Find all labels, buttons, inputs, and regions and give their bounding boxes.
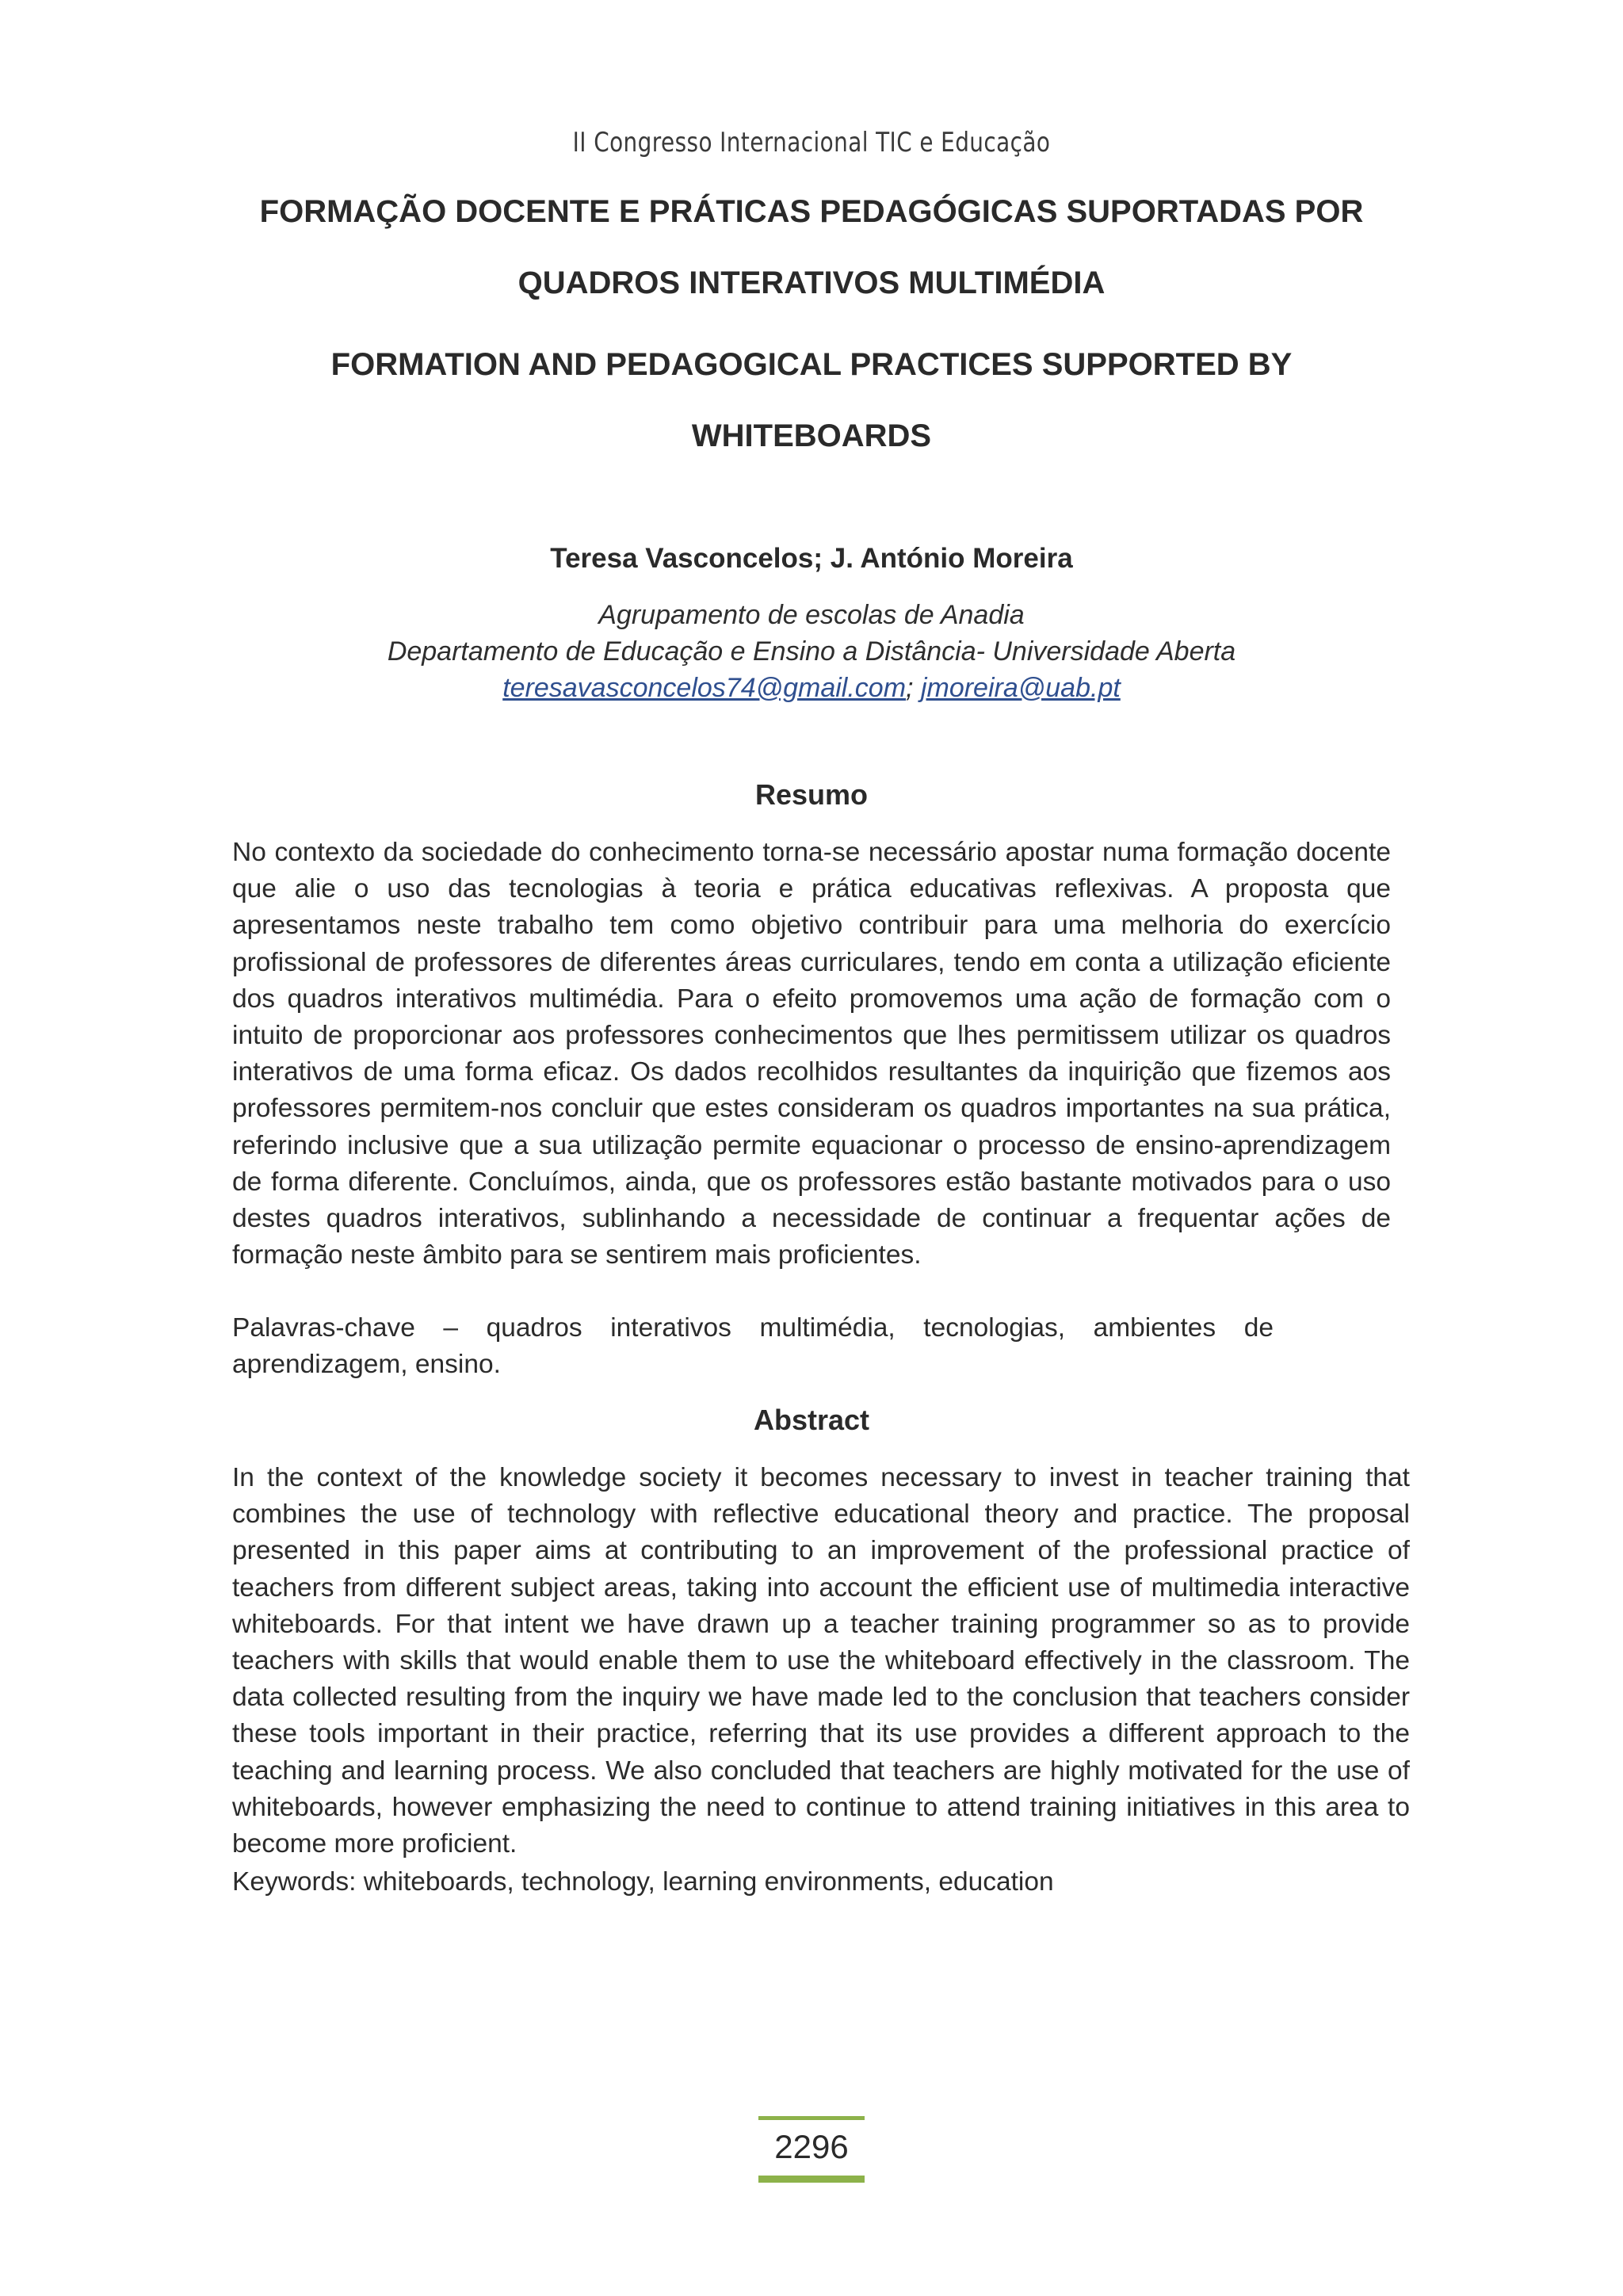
palavras-chave: Palavras-chave – quadros interativos multimédia, tecnologias, ambientes de aprendizagem, ensino. (232, 1313, 1274, 1380)
keywords: Keywords: whiteboards, technology, learning environments, education (232, 1867, 1054, 1897)
resumo-paragraph: No contexto da sociedade do conhecimento torna-se necessário apostar numa formação docente que alie o uso das tecnologias à teoria e prática educativas reflexivas. A proposta que apresentamos neste trabalho tem como objetivo contribuir para uma melhoria do exercício profissional de professores de diferentes áreas curriculares, tendo em conta a utilização eficiente dos quadros interativos multimédia. Para o efeito promovemos uma ação de formação com o intuito de proporcionar aos professores conhecimentos que lhes permitissem utilizar os quadros interativos de uma forma eficaz. Os dados recolhidos resultantes da inquirição que fizemos aos professores permitem-nos concluir que estes consideram os quadros importantes na sua prática, referindo inclusive que a sua utilização permite equacionar o processo de ensino-aprendizagem de forma diferente. Concluímos, ainda, que os professores estão bastante motivados para o uso destes quadros interativos, sublinhando a necessidade de continuar a frequentar ações de formação neste âmbito para se sentirem mais proficientes. (232, 838, 1391, 1270)
abstract-paragraph: In the context of the knowledge society it becomes necessary to invest in teacher training that combines the use of technology with reflective educational theory and practice. The proposal presented in this paper aims at contributing to an improvement of the professional practice of teachers from different subject areas, taking into account the efficient use of multimedia interactive whiteboards. For that intent we have drawn up a teacher training programmer so as to provide teachers with skills that would enable them to use the whiteboard effectively in the classroom. The data collected resulting from the inquiry we have made led to the conclusion that teachers consider these tools important in their practice, referring that its use provides a different approach to the teaching and learning process. We also concluded that teachers are highly motivated for the use of whiteboards, however emphasizing the need to continue to attend training initiatives in this area to become more proficient. (232, 1463, 1410, 1859)
title-en-line-1: FORMATION AND PEDAGOGICAL PRACTICES SUPPORTED BY (330, 347, 1293, 382)
author-emails (0, 673, 1623, 704)
title-en-line-2: WHITEBOARDS (691, 418, 932, 453)
page-number-rule-top (758, 2116, 865, 2120)
email-separator: ; (906, 673, 921, 703)
title-portuguese (238, 176, 1385, 319)
email-link-2[interactable]: jmoreira@uab.pt (920, 673, 1121, 703)
email-link-1[interactable]: teresavasconcelos74@gmail.com (502, 673, 907, 703)
affiliation-2: Departamento de Educação e Ensino a Distância- Universidade Aberta (387, 636, 1236, 667)
affiliation-1: Agrupamento de escolas de Anadia (598, 600, 1025, 630)
page-number: 2296 (774, 2128, 849, 2165)
conference-header: II Congresso Internacional TIC e Educação (572, 127, 1051, 159)
title-english (238, 329, 1385, 472)
page-number-rule-bottom (758, 2176, 865, 2183)
title-pt-line-2: QUADROS INTERATIVOS MULTIMÉDIA (517, 266, 1106, 300)
resumo-heading: Resumo (754, 778, 869, 811)
title-pt-line-1: FORMAÇÃO DOCENTE E PRÁTICAS PEDAGÓGICAS SUPORTADAS POR (259, 194, 1364, 229)
abstract-heading: Abstract (753, 1404, 870, 1436)
author-names: Teresa Vasconcelos; J. António Moreira (550, 543, 1073, 574)
